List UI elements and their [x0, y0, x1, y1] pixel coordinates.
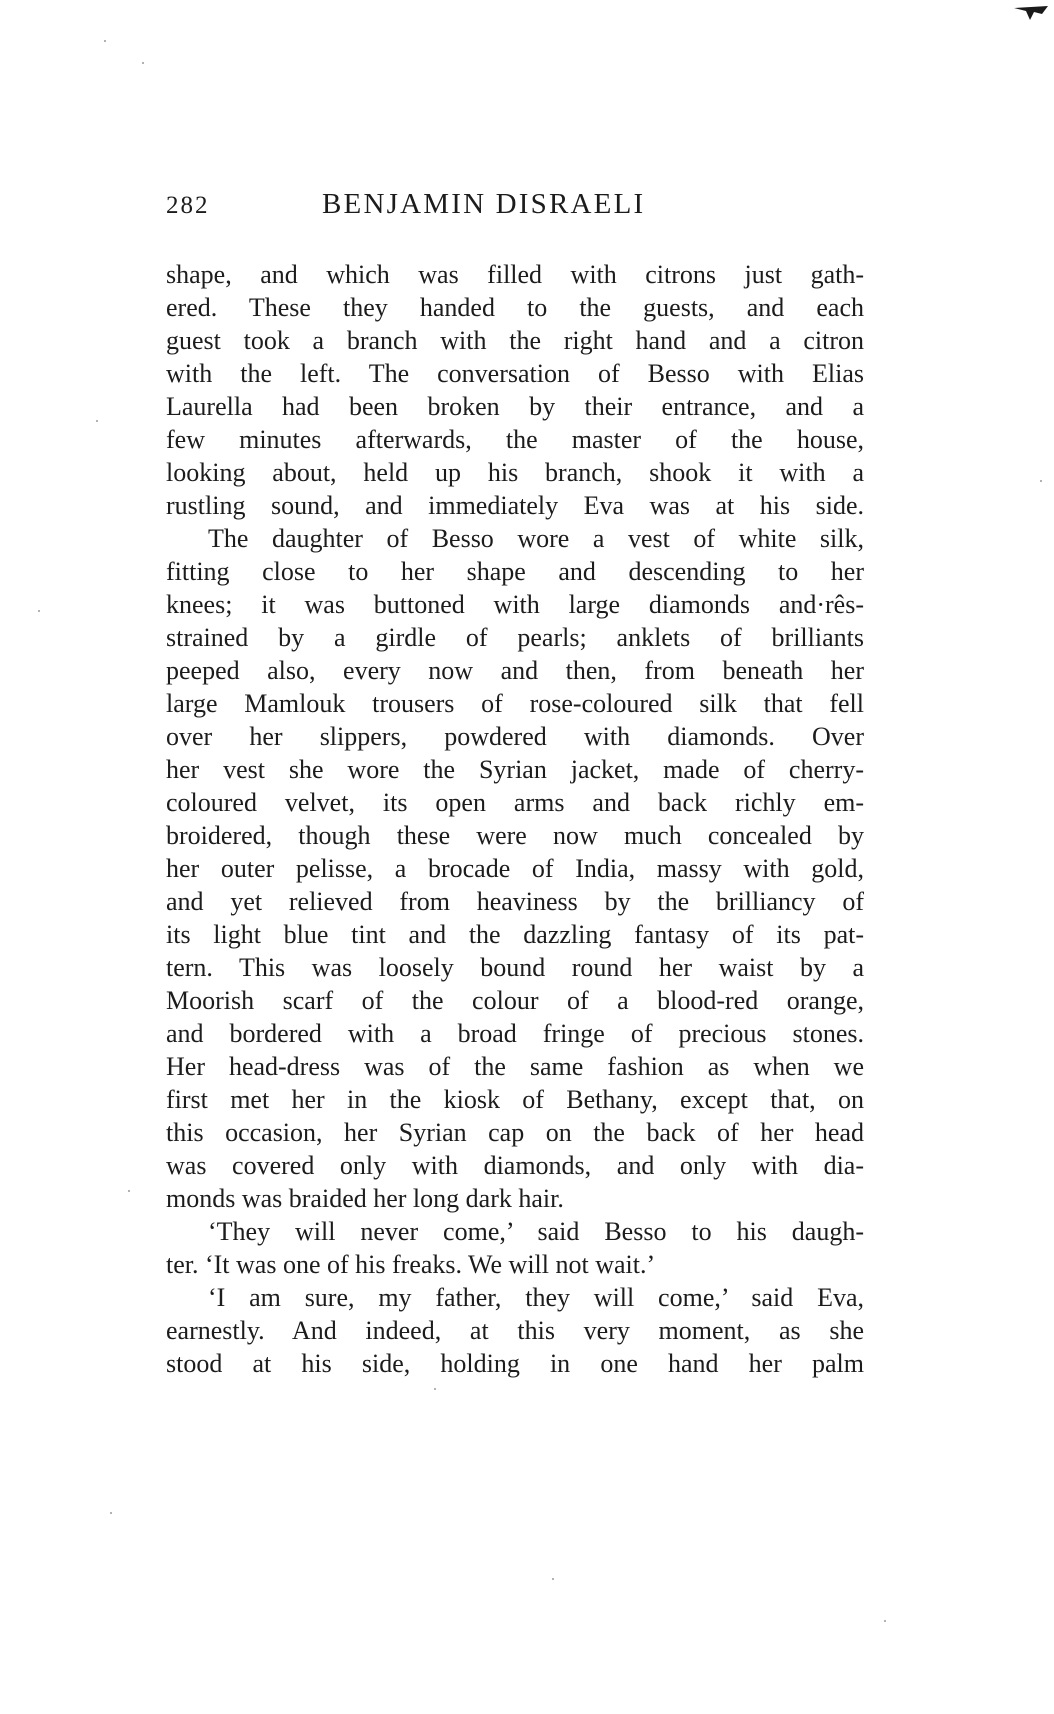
text-line: knees; it was buttoned with large diamonds and·rês-: [166, 590, 864, 619]
paper-speck: [96, 420, 98, 422]
paper-speck: [110, 1512, 112, 1514]
page-header: [166, 188, 866, 232]
paper-speck: [1040, 480, 1042, 482]
text-line: her outer pelisse, a brocade of India, massy with gold,: [166, 854, 864, 883]
text-line: peeped also, every now and then, from beneath her: [166, 656, 864, 685]
text-line: shape, and which was filled with citrons just gath-: [166, 260, 864, 289]
text-line: and yet relieved from heaviness by the brilliancy of: [166, 887, 864, 916]
text-line: large Mamlouk trousers of rose-coloured silk that fell: [166, 689, 864, 718]
text-line: stood at his side, holding in one hand her palm: [166, 1349, 864, 1378]
text-line: guest took a branch with the right hand and a citron: [166, 326, 864, 355]
text-line: first met her in the kiosk of Bethany, except that, on: [166, 1085, 864, 1114]
text-line: rustling sound, and immediately Eva was at his side.: [166, 491, 864, 520]
text-line: few minutes afterwards, the master of the house,: [166, 425, 864, 454]
text-line: this occasion, her Syrian cap on the back of her head: [166, 1118, 864, 1147]
paper-speck: [434, 1388, 436, 1390]
paper-speck: [884, 1620, 886, 1622]
paragraph-first-line: ‘I am sure, my father, they will come,’ said Eva,: [208, 1283, 864, 1312]
paper-speck: [38, 610, 40, 612]
text-line: fitting close to her shape and descending to her: [166, 557, 864, 586]
page-number: 282: [166, 192, 210, 219]
text-line: ered. These they handed to the guests, and each: [166, 293, 864, 322]
text-line: over her slippers, powdered with diamonds. Over: [166, 722, 864, 751]
paper-speck: [552, 1578, 554, 1580]
paragraph-first-line: The daughter of Besso wore a vest of white silk,: [208, 524, 864, 553]
corner-mark-icon: [1012, 4, 1050, 22]
text-line: tern. This was loosely bound round her waist by a: [166, 953, 864, 982]
paragraph-first-line: ‘They will never come,’ said Besso to his daugh-: [208, 1217, 864, 1246]
text-line: broidered, though these were now much concealed by: [166, 821, 864, 850]
paper-speck: [128, 1190, 130, 1192]
text-line: Laurella had been broken by their entrance, and a: [166, 392, 864, 421]
paper-speck: [142, 62, 144, 64]
paragraph-last-line: monds was braided her long dark hair.: [166, 1184, 564, 1213]
text-line: strained by a girdle of pearls; anklets of brilliants: [166, 623, 864, 652]
paper-speck: [104, 40, 106, 42]
paragraph-last-line: ter. ‘It was one of his freaks. We will not wait.’: [166, 1250, 656, 1279]
text-line: its light blue tint and the dazzling fantasy of its pat-: [166, 920, 864, 949]
text-line: earnestly. And indeed, at this very moment, as she: [166, 1316, 864, 1345]
text-line: Her head-dress was of the same fashion as when we: [166, 1052, 864, 1081]
running-title: BENJAMIN DISRAELI: [322, 188, 646, 220]
text-line: her vest she wore the Syrian jacket, made of cherry-: [166, 755, 864, 784]
text-line: Moorish scarf of the colour of a blood-red orange,: [166, 986, 864, 1015]
body-text: [166, 258, 864, 1380]
text-line: was covered only with diamonds, and only with dia-: [166, 1151, 864, 1180]
text-line: and bordered with a broad fringe of precious stones.: [166, 1019, 864, 1048]
text-line: coloured velvet, its open arms and back richly em-: [166, 788, 864, 817]
text-line: with the left. The conversation of Besso with Elias: [166, 359, 864, 388]
text-line: looking about, held up his branch, shook it with a: [166, 458, 864, 487]
